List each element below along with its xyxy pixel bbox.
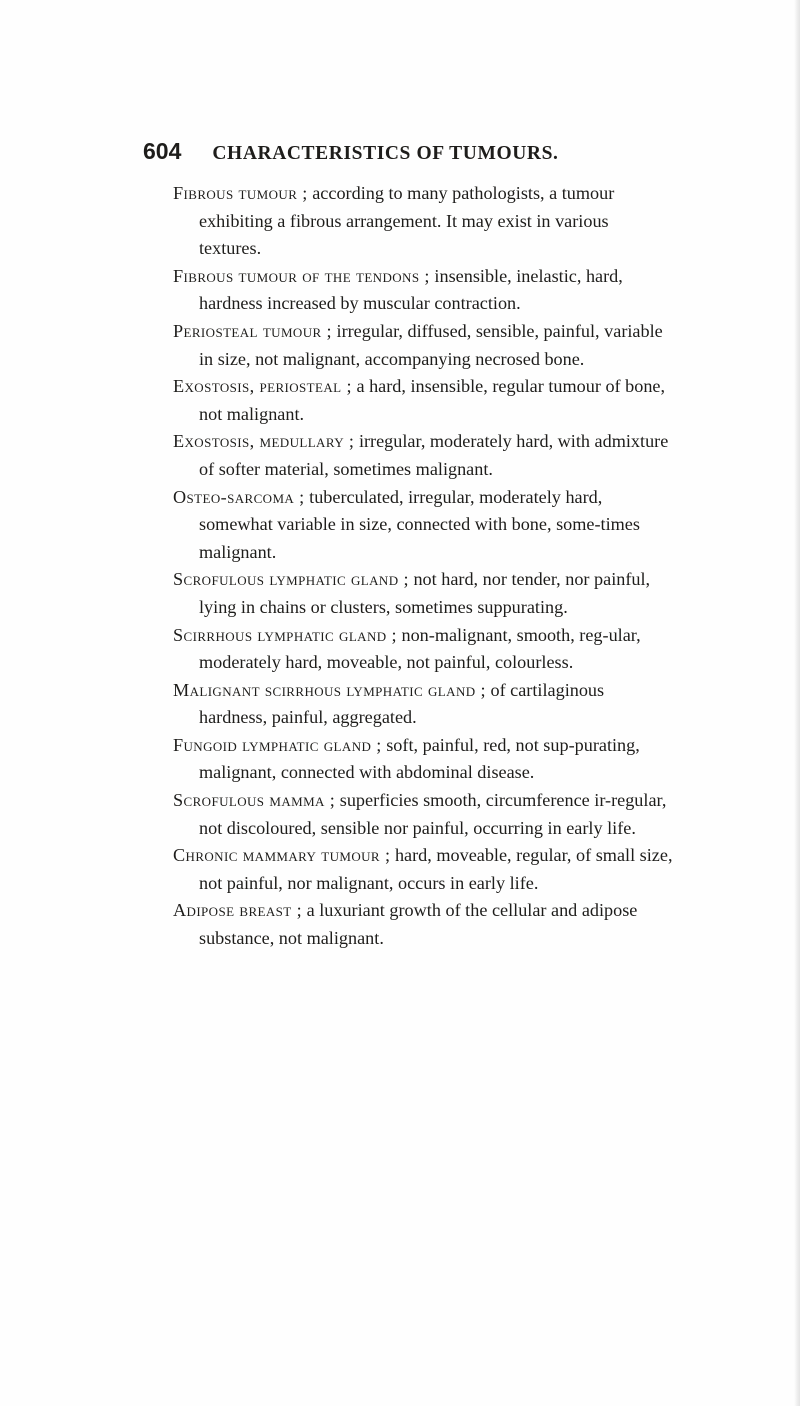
entry-description: non-malignant, smooth, reg-ular, moderately hard, moveable, not painful, colourless. [199,624,641,673]
entry-fibrous-tumour [173,180,673,263]
entry-description: superficies smooth, circumference ir-regular, not discoloured, sensible nor painful, occurring in early life. [199,790,667,838]
entry-term: Fibrous tumour ; [173,183,308,203]
entry-exostosis-periosteal [173,373,673,428]
entry-term: Adipose breast ; [173,900,303,921]
entry-scrofulous-lymphatic-gland [173,566,673,621]
entry-description: of cartilaginous hardness, painful, aggregated. [199,679,605,728]
entry-term: Osteo-sarcoma ; [173,486,305,507]
entry-description: a hard, insensible, regular tumour of bone, not malignant. [199,376,666,424]
entry-term: Scrofulous mamma ; [173,790,336,811]
entry-term: Malignant scirrhous lymphatic gland ; [173,679,486,700]
entry-term: Fungoid lymphatic gland ; [173,734,382,755]
entry-term: Scrofulous lymphatic gland ; [173,569,409,590]
entry-description: not hard, nor tender, nor painful, lying in chains or clusters, sometimes suppurating. [199,569,651,617]
entry-term: Exostosis, medullary ; [173,431,355,452]
entry-term: Chronic mammary tumour ; [173,845,391,866]
entry-description: insensible, inelastic, hard, hardness increased by muscular contraction. [199,265,623,314]
entry-description: irregular, diffused, sensible, painful, variable in size, not malignant, accompanying necrosed bone. [199,320,663,369]
page-edge-shadow [794,0,800,1406]
entry-fibrous-tumour-tendons [173,263,673,318]
entry-description: soft, painful, red, not sup-purating, malignant, connected with abdominal disease. [199,734,640,783]
page-header [143,138,663,165]
entry-description: a luxuriant growth of the cellular and adipose substance, not malignant. [199,900,638,949]
entry-term: Exostosis, periosteal ; [173,376,352,397]
entry-term: Periosteal tumour ; [173,320,332,341]
entry-osteo-sarcoma [173,484,673,567]
entry-scirrhous-lymphatic-gland [173,622,673,677]
entry-periosteal-tumour [173,318,673,373]
entry-description: hard, moveable, regular, of small size, not painful, nor malignant, occurs in early life. [199,845,673,893]
entry-malignant-scirrhous-lymphatic-gland [173,677,673,732]
entry-scrofulous-mamma [173,787,673,842]
entry-fungoid-lymphatic-gland [173,732,673,787]
entry-description: tuberculated, irregular, moderately hard, somewhat variable in size, connected with bone, some-times malignant. [199,486,640,562]
entry-adipose-breast [173,897,673,952]
entry-description: according to many pathologists, a tumour exhibiting a fibrous arrangement. It may exist in various textures. [199,183,615,259]
entry-exostosis-medullary [173,428,673,483]
entry-list [173,180,673,953]
entry-term: Scirrhous lymphatic gland ; [173,624,397,645]
running-head: CHARACTERISTICS OF TUMOURS. [212,143,559,164]
page-number: 604 [143,138,182,164]
entry-term: Fibrous tumour of the tendons ; [173,265,430,286]
entry-description: irregular, moderately hard, with admixture of softer material, sometimes malignant. [199,431,669,479]
entry-chronic-mammary-tumour [173,842,673,897]
